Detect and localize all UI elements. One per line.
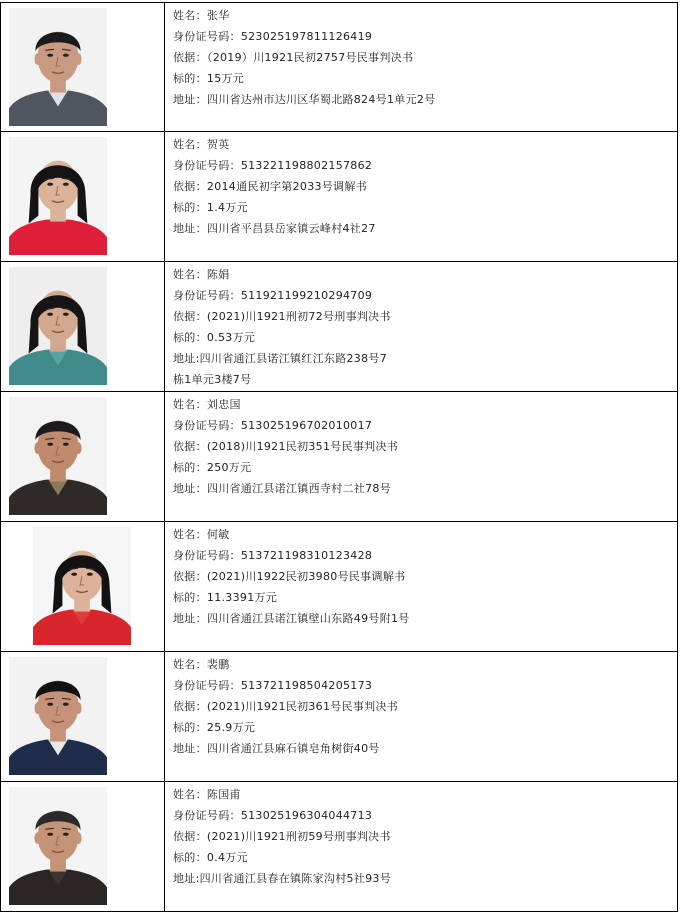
portrait-photo [9, 267, 107, 385]
name-field-value: 陈国甫 [206, 788, 241, 801]
photo-cell [1, 3, 165, 131]
amount-field [173, 847, 671, 868]
id-number-field [173, 155, 671, 176]
photo-cell [1, 262, 165, 391]
id-number-field [173, 805, 671, 826]
address-field-label: 地址： [173, 612, 207, 625]
name-field [173, 654, 671, 675]
name-field [173, 524, 671, 545]
amount-field [173, 197, 671, 218]
person-row [0, 652, 678, 782]
amount-field-label: 标的： [173, 201, 207, 214]
basis-field-label: 依据： [173, 180, 207, 193]
amount-field-label: 标的： [173, 851, 207, 864]
name-field-label: 姓名： [173, 528, 207, 541]
address-field-continued: 栋1单元3楼7号 [173, 373, 252, 386]
amount-field-label: 标的： [173, 331, 207, 344]
basis-field-label: 依据： [173, 440, 207, 453]
name-field-value: 何敏 [206, 528, 230, 541]
address-field [173, 348, 671, 369]
id-number-field-label: 身份证号码： [173, 30, 241, 43]
amount-field-value: 11.3391万元 [206, 591, 278, 604]
basis-field-value: (2021)川1921民初361号民事判决书 [206, 700, 399, 713]
basis-field-label: 依据： [173, 310, 207, 323]
amount-field [173, 68, 671, 89]
amount-field-value: 1.4万元 [206, 201, 248, 214]
person-row [0, 262, 678, 392]
address-field-value: 四川省通江县麻石镇皂角树街40号 [206, 742, 380, 755]
id-number-field-value: 513721198504205173 [240, 679, 373, 692]
id-number-field-label: 身份证号码： [173, 809, 241, 822]
address-field-value: 四川省通江县诺江镇壁山东路49号附1号 [206, 612, 410, 625]
person-info [173, 134, 671, 239]
basis-field-value: (2018)川1921民初351号民事判决书 [206, 440, 399, 453]
id-number-field-value: 513721198310123428 [240, 549, 373, 562]
basis-field [173, 176, 671, 197]
basis-field-label: 依据： [173, 700, 207, 713]
person-info [173, 394, 671, 499]
amount-field-label: 标的： [173, 721, 207, 734]
amount-field-value: 0.53万元 [206, 331, 256, 344]
name-field-label: 姓名： [173, 268, 207, 281]
amount-field-value: 250万元 [206, 461, 252, 474]
id-number-field-value: 513025196702010017 [240, 419, 373, 432]
name-field-value: 裴鹏 [206, 658, 230, 671]
id-number-field-value: 511921199210294709 [240, 289, 373, 302]
amount-field-label: 标的： [173, 591, 207, 604]
basis-field-value: (2021)川1921刑初72号刑事判决书 [206, 310, 391, 323]
portrait-photo [9, 657, 107, 775]
basis-field [173, 566, 671, 587]
basis-field-value: 2014通民初字第2033号调解书 [206, 180, 367, 193]
portrait-photo [9, 8, 107, 126]
person-info [173, 524, 671, 629]
person-row [0, 132, 678, 262]
name-field [173, 264, 671, 285]
name-field [173, 784, 671, 805]
id-number-field-label: 身份证号码： [173, 159, 241, 172]
person-row [0, 522, 678, 652]
address-field [173, 478, 671, 499]
address-field [173, 89, 671, 110]
portrait-photo [33, 527, 131, 645]
person-info [173, 784, 671, 889]
id-number-field-label: 身份证号码： [173, 289, 241, 302]
address-field-label: 地址： [173, 742, 207, 755]
address-field-label: 地址： [173, 482, 207, 495]
id-number-field-value: 523025197811126419 [240, 30, 373, 43]
name-field-label: 姓名： [173, 138, 207, 151]
portrait-photo [9, 137, 107, 255]
basis-field-label: 依据： [173, 51, 207, 64]
amount-field [173, 587, 671, 608]
amount-field-value: 0.4万元 [206, 851, 248, 864]
name-field-value: 刘忠国 [206, 398, 241, 411]
address-field [173, 868, 671, 889]
photo-cell [1, 782, 165, 911]
name-field [173, 5, 671, 26]
person-info [173, 5, 671, 110]
address-field-value: 四川省达州市达川区华蜀北路824号1单元2号 [206, 93, 436, 106]
person-row [0, 392, 678, 522]
id-number-field [173, 415, 671, 436]
basis-field-value: (2021)川1922民初3980号民事调解书 [206, 570, 406, 583]
basis-field [173, 47, 671, 68]
basis-field [173, 826, 671, 847]
basis-field [173, 306, 671, 327]
address-field-value: 四川省通江县诺江镇西寺村二社78号 [206, 482, 392, 495]
name-field-value: 贺英 [206, 138, 230, 151]
id-number-field-value: 513221198802157862 [240, 159, 373, 172]
basis-field-value: (2021)川1921刑初59号刑事判决书 [206, 830, 391, 843]
address-field-value: 地址:四川省通江县诺江镇红江东路238号7 [173, 352, 387, 365]
name-field-label: 姓名： [173, 788, 207, 801]
basis-field-value: （2019）川1921民初2757号民事判决书 [206, 51, 414, 64]
name-field [173, 394, 671, 415]
id-number-field-label: 身份证号码： [173, 549, 241, 562]
name-field-label: 姓名： [173, 9, 207, 22]
name-field [173, 134, 671, 155]
address-field-label: 地址： [173, 93, 207, 106]
basis-field [173, 436, 671, 457]
portrait-photo [9, 397, 107, 515]
address-field-value: 地址:四川省通江县春在镇陈家沟村5社93号 [173, 872, 392, 885]
id-number-field [173, 675, 671, 696]
id-number-field [173, 26, 671, 47]
name-field-value: 陈娟 [206, 268, 230, 281]
id-number-field-label: 身份证号码： [173, 419, 241, 432]
basis-field [173, 696, 671, 717]
photo-cell [1, 392, 165, 521]
amount-field-label: 标的： [173, 461, 207, 474]
name-field-value: 张华 [206, 9, 230, 22]
address-field [173, 218, 671, 239]
address-field [173, 608, 671, 629]
amount-field-value: 15万元 [206, 72, 245, 85]
person-info [173, 654, 671, 759]
photo-cell [1, 522, 165, 651]
id-number-field [173, 545, 671, 566]
photo-cell [1, 132, 165, 261]
amount-field-label: 标的： [173, 72, 207, 85]
amount-field [173, 327, 671, 348]
id-number-field-value: 513025196304044713 [240, 809, 373, 822]
portrait-photo [9, 787, 107, 905]
address-field-value: 四川省平昌县岳家镇云峰村4社27 [206, 222, 376, 235]
person-info [173, 264, 671, 390]
person-row [0, 2, 678, 132]
name-field-label: 姓名： [173, 658, 207, 671]
photo-cell [1, 652, 165, 781]
amount-field [173, 717, 671, 738]
address-field [173, 738, 671, 759]
id-number-field [173, 285, 671, 306]
basis-field-label: 依据： [173, 570, 207, 583]
id-number-field-label: 身份证号码： [173, 679, 241, 692]
name-field-label: 姓名： [173, 398, 207, 411]
basis-field-label: 依据： [173, 830, 207, 843]
amount-field [173, 457, 671, 478]
amount-field-value: 25.9万元 [206, 721, 256, 734]
address-field-label: 地址： [173, 222, 207, 235]
person-row [0, 782, 678, 912]
